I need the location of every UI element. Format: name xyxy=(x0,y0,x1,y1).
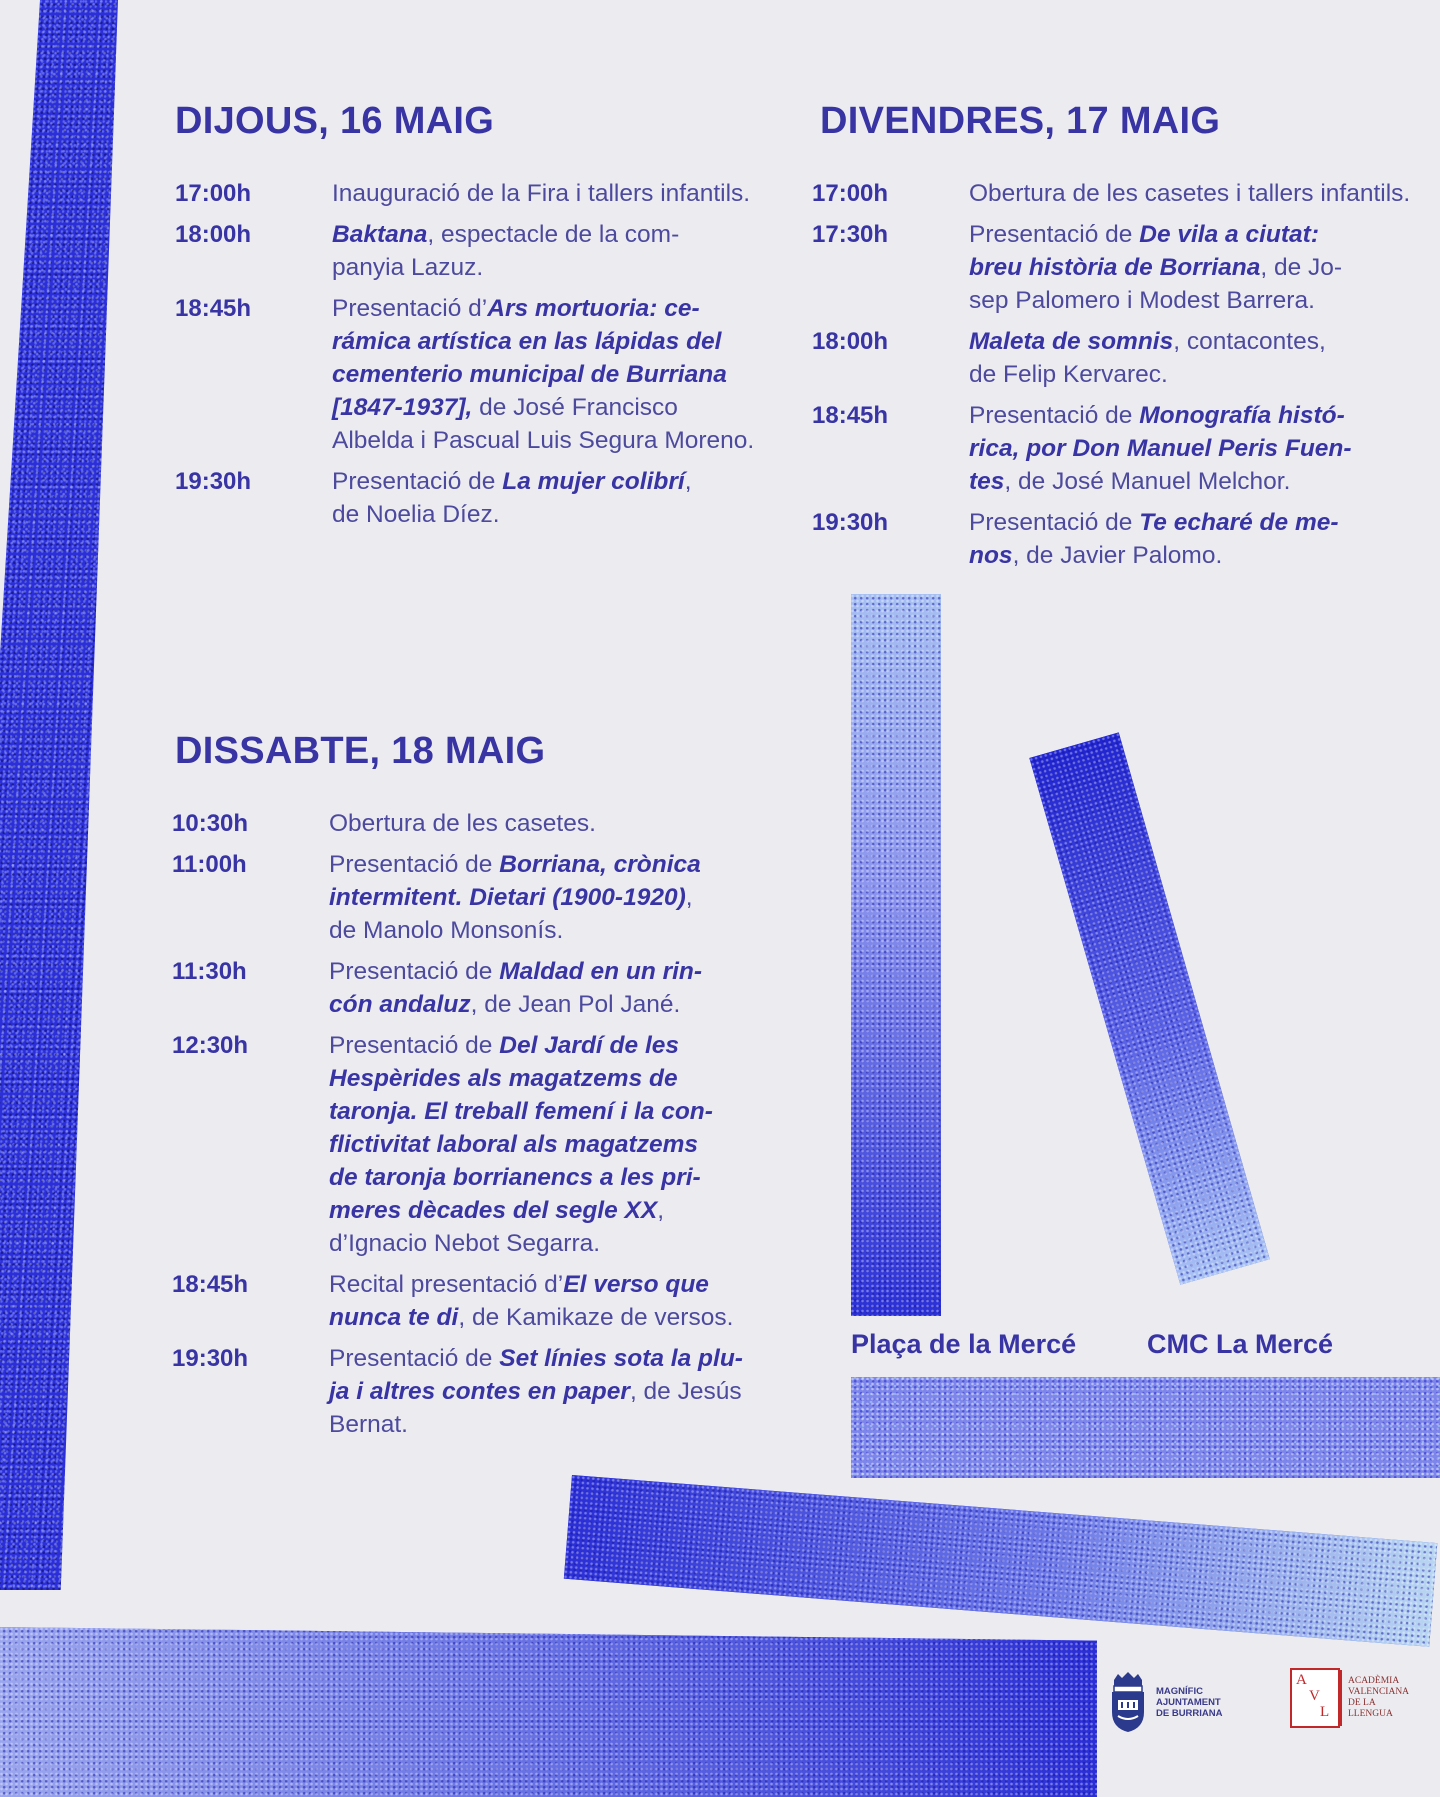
day-title: DIVENDRES, 17 MAIG xyxy=(820,100,1221,142)
event-title: Monografía histó- rica, por Don Manuel Peris Fuen- tes xyxy=(969,402,1352,495)
event-description xyxy=(969,218,1342,317)
event-row xyxy=(172,848,772,947)
event-row xyxy=(812,506,1427,572)
event-text: Presentació de xyxy=(332,468,503,495)
burriana-logo xyxy=(1110,1672,1223,1732)
burriana-crest-icon xyxy=(1110,1672,1146,1732)
event-title: Ars mortuoria: ce- rámica artística en las lápidas del cementerio municipal de Burriana [1847-1937], xyxy=(332,295,727,421)
event-description xyxy=(969,506,1339,572)
event-time: 18:00h xyxy=(812,328,889,355)
day-title: DIJOUS, 16 MAIG xyxy=(175,100,495,142)
avl-mark-icon xyxy=(1290,1668,1340,1728)
event-title: Baktana xyxy=(332,221,428,248)
event-text: Presentació d’ xyxy=(332,295,488,322)
event-text: Presentació de xyxy=(329,958,500,985)
event-text: , de Jo- sep Palomero i Modest Barrera. xyxy=(969,254,1343,314)
venue-cmc: CMC La Mercé xyxy=(1147,1329,1334,1359)
middle-horizontal-stripe xyxy=(564,1475,1437,1647)
event-title: Maleta de somnis xyxy=(969,328,1174,355)
event-text: Presentació de xyxy=(329,1032,500,1059)
left-vertical-stripe xyxy=(0,0,190,1590)
event-description xyxy=(969,399,1352,498)
day-saturday xyxy=(172,730,772,1449)
event-text: , de José Manuel Melchor. xyxy=(1004,468,1291,495)
event-text: , de Kamikaze de versos. xyxy=(458,1304,734,1331)
event-row xyxy=(175,292,765,457)
avl-divider xyxy=(1340,1670,1342,1726)
event-description xyxy=(329,1342,743,1441)
tilted-stripe xyxy=(1029,732,1269,1284)
event-description xyxy=(329,1268,733,1334)
event-time: 18:45h xyxy=(172,1271,249,1298)
avl-letter-a: A xyxy=(1296,1672,1307,1688)
event-text: , d’Ignacio Nebot Segarra. xyxy=(329,1197,665,1257)
event-row xyxy=(172,807,772,840)
event-text: Presentació de xyxy=(969,402,1140,429)
event-time: 18:00h xyxy=(175,221,252,248)
center-vertical-stripe xyxy=(851,594,941,1316)
event-text: , de Jean Pol Jané. xyxy=(470,991,681,1018)
event-description xyxy=(969,177,1410,210)
event-time: 19:30h xyxy=(812,509,889,536)
event-text: Presentació de xyxy=(969,509,1140,536)
event-time: 12:30h xyxy=(172,1032,249,1059)
event-time: 11:30h xyxy=(172,958,247,985)
event-row xyxy=(812,325,1427,391)
event-title: La mujer colibrí xyxy=(502,468,685,495)
avl-letter-v: V xyxy=(1309,1688,1320,1704)
venue-placa: Plaça de la Mercé xyxy=(851,1329,1077,1359)
event-text: , espectacle de la com- panyia Lazuz. xyxy=(332,221,680,281)
event-time: 18:45h xyxy=(812,402,889,429)
day-title: DISSABTE, 18 MAIG xyxy=(175,730,546,772)
event-text: , de Noelia Díez. xyxy=(332,468,692,528)
day-friday xyxy=(812,100,1427,580)
burriana-logo-text: MAGNÍFIC AJUNTAMENT DE BURRIANA xyxy=(1156,1685,1223,1719)
event-row xyxy=(812,218,1427,317)
event-title: Borriana, crònica intermitent. Dietari (1900-1920) xyxy=(329,851,701,911)
event-time: 17:30h xyxy=(812,221,889,248)
event-text: de José Francisco Albelda i Pascual Luis Segura Moreno. xyxy=(332,394,755,454)
event-text: Inauguració de la Fira i tallers infantils. xyxy=(332,180,751,207)
event-time: 17:00h xyxy=(175,180,252,207)
event-text: Presentació de xyxy=(329,1345,500,1372)
event-text: , de Manolo Monsonís. xyxy=(329,884,693,944)
event-text: Obertura de les casetes. xyxy=(329,810,596,837)
event-title: Te echaré de me- nos xyxy=(969,509,1339,569)
event-description xyxy=(332,292,754,457)
event-text: , de Javier Palomo. xyxy=(1012,542,1223,569)
event-text: Recital presentació d’ xyxy=(329,1271,564,1298)
event-row xyxy=(172,1029,772,1260)
event-title: Del Jardí de les Hespèrides als magatzems de taronja. El treball femení i la con- flictivitat laboral als magatzems de taronja borrianencs a les pri- meres dècades del segle XX xyxy=(329,1032,713,1224)
bottom-horizontal-stripe xyxy=(0,1627,1097,1797)
event-description xyxy=(329,955,702,1021)
event-text: Presentació de xyxy=(329,851,500,878)
event-text: Obertura de les casetes i tallers infantils. xyxy=(969,180,1411,207)
day-thursday xyxy=(175,100,765,539)
event-time: 18:45h xyxy=(175,295,252,322)
event-description xyxy=(329,1029,713,1260)
event-description xyxy=(329,848,701,947)
avl-logo-text: ACADÈMIA VALENCIANA DE LA LLENGUA xyxy=(1348,1676,1410,1719)
event-time: 10:30h xyxy=(172,810,249,837)
avl-letter-l: L xyxy=(1320,1704,1330,1720)
avl-logo xyxy=(1290,1668,1409,1728)
event-row xyxy=(812,177,1427,210)
event-time: 19:30h xyxy=(172,1345,249,1372)
event-row xyxy=(812,399,1427,498)
event-row xyxy=(172,1268,772,1334)
event-title: El verso que nunca te di xyxy=(329,1271,709,1331)
event-title: Maldad en un rin- cón andaluz xyxy=(329,958,703,1018)
event-row xyxy=(172,955,772,1021)
event-description xyxy=(332,465,692,531)
event-description xyxy=(329,807,596,840)
event-row xyxy=(175,218,765,284)
event-description xyxy=(969,325,1326,391)
event-row xyxy=(172,1342,772,1441)
event-time: 19:30h xyxy=(175,468,252,495)
event-text: , contacontes, de Felip Kervarec. xyxy=(969,328,1326,388)
event-title: Set línies sota la plu- ja i altres contes en paper xyxy=(329,1345,743,1405)
event-text: Presentació de xyxy=(969,221,1140,248)
event-description xyxy=(332,218,679,284)
event-row xyxy=(175,177,765,210)
right-horizontal-stripe xyxy=(851,1377,1440,1478)
event-time: 17:00h xyxy=(812,180,889,207)
event-title: De vila a ciutat: breu història de Borriana xyxy=(969,221,1319,281)
event-row xyxy=(175,465,765,531)
event-description xyxy=(332,177,750,210)
event-text: , de Jesús Bernat. xyxy=(329,1378,742,1438)
event-time: 11:00h xyxy=(172,851,247,878)
